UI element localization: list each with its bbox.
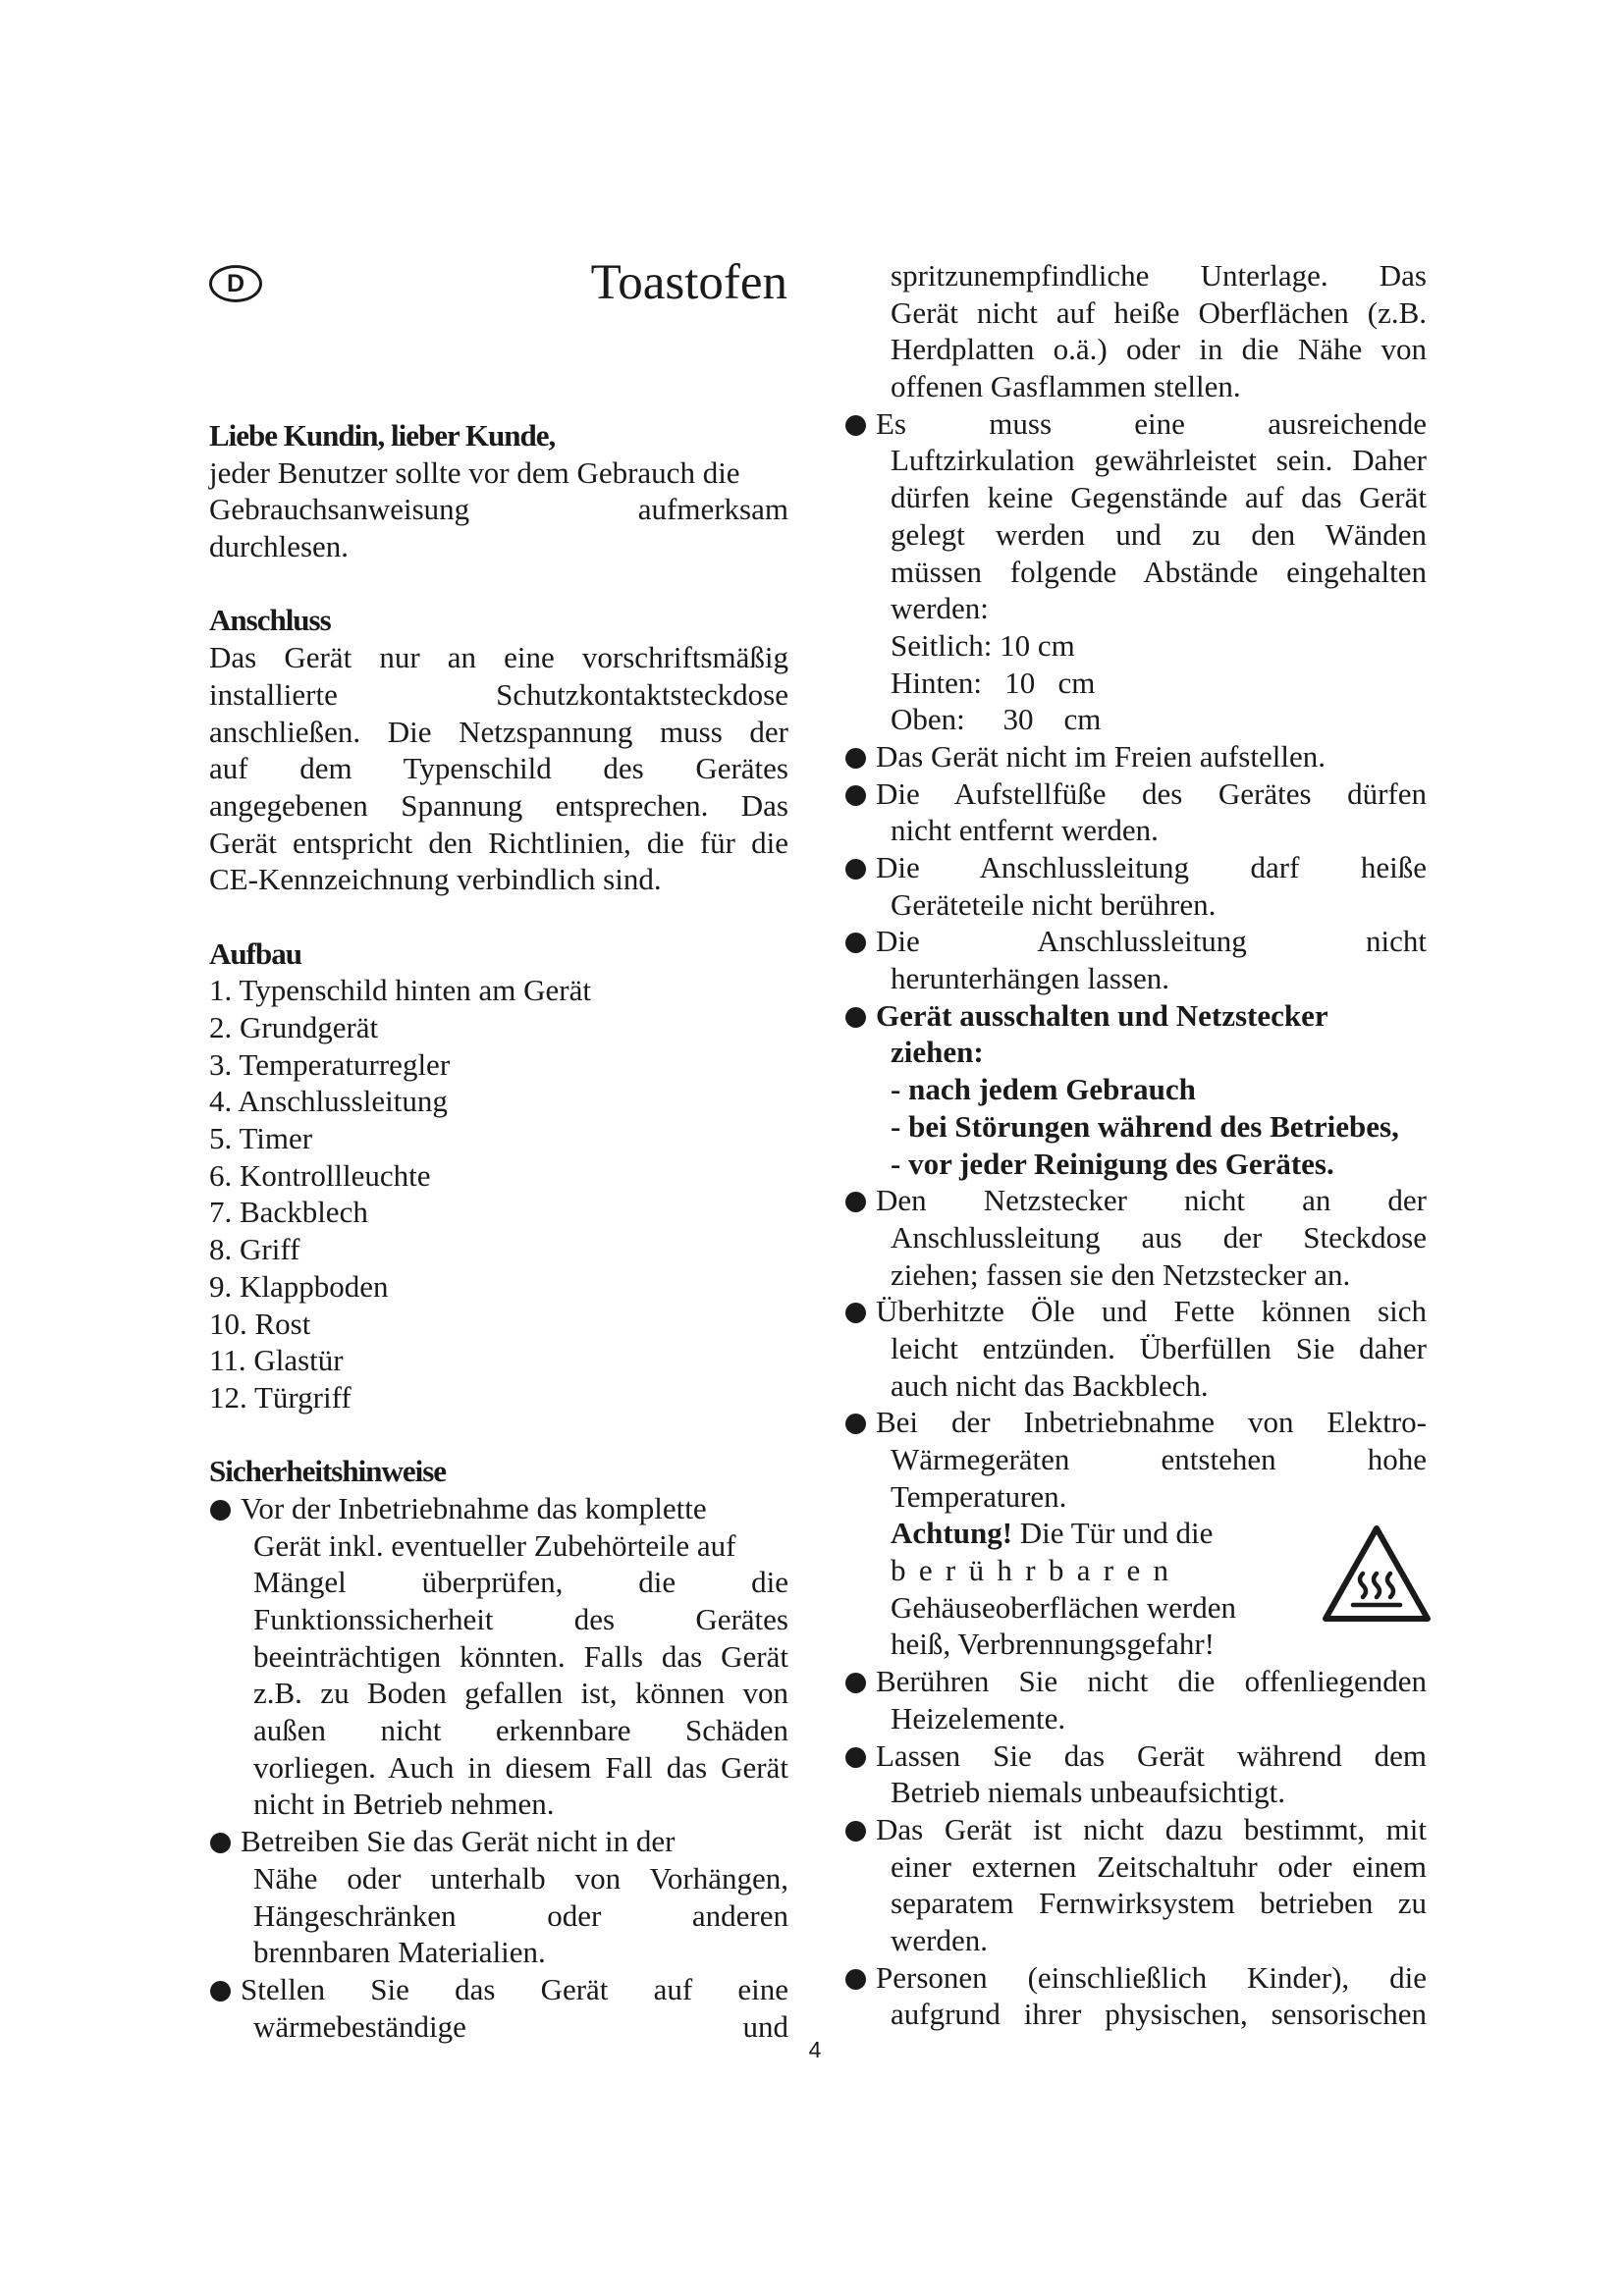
safety-bullet [844, 405, 1427, 738]
safety-bullet [844, 1811, 1427, 1959]
text-line: anschließen. Die Netzspannung muss der [209, 714, 788, 749]
text-line: dürfen keine Gegenstände auf das Gerät [891, 480, 1427, 515]
text-line: nicht entfernt werden. [891, 813, 1159, 848]
text-line: auch nicht das Backblech. [891, 1367, 1209, 1403]
safety-bullet [209, 1490, 788, 1823]
hot-surface-warning [844, 1515, 1427, 1663]
text-line: Geräteteile nicht berühren. [891, 886, 1217, 922]
distance-top: Oben: 30 cm [891, 702, 1102, 737]
continued-text [844, 257, 1427, 405]
language-badge: D [209, 265, 262, 302]
text-line: Es muss eine ausreichende [844, 405, 1427, 443]
parts-list-item: 11. Glastür [209, 1343, 344, 1378]
text-line: Die Anschlussleitung darf heiße [844, 849, 1427, 886]
text-line: Anschlussleitung aus der Steckdose [891, 1219, 1427, 1255]
parts-list-item: 7. Backblech [209, 1195, 368, 1230]
distance-side: Seitlich: 10 cm [891, 627, 1075, 663]
text-line: Das Gerät nur an eine vorschriftsmäßig [209, 640, 788, 675]
parts-list-item: 1. Typenschild hinten am Gerät [209, 973, 591, 1008]
text-line: Hängeschränken oder anderen [253, 1897, 788, 1933]
safety-bullet [844, 849, 1427, 923]
text-line: z.B. zu Boden gefallen ist, können von [253, 1676, 788, 1711]
text-line: Betreiben Sie das Gerät nicht in der [209, 1823, 788, 1860]
text-line: außen nicht erkennbare Schäden [253, 1713, 788, 1748]
text-line: Betrieb niemals unbeaufsichtigt. [891, 1775, 1286, 1810]
parts-list-item: 6. Kontrollleuchte [209, 1157, 431, 1193]
safety-bullet [844, 1959, 1427, 2033]
warning-text: Die Tür und die [1012, 1516, 1214, 1551]
safety-bullet [844, 1663, 1427, 1736]
text-line: spritzunempfindliche Unterlage. Das [891, 258, 1427, 293]
text-line: beeinträchtigen könnten. Falls das Gerät [253, 1638, 788, 1674]
text-line: Stellen Sie das Gerät auf eine [209, 1971, 788, 2008]
text-line: Berühren Sie nicht die offenliegenden [844, 1663, 1427, 1700]
text-line: Personen (einschließlich Kinder), die [844, 1959, 1427, 1997]
parts-list-item: 8. Griff [209, 1232, 300, 1267]
text-line: wärmebeständige und [253, 2008, 788, 2044]
text-line: CE-Kennzeichnung verbindlich sind. [209, 862, 662, 897]
text-line: Lassen Sie das Gerät während dem [844, 1737, 1427, 1775]
text-line: Das Gerät nicht im Freien aufstellen. [844, 738, 1427, 775]
sub-item: - nach jedem Gebrauch [891, 1072, 1196, 1107]
text-line: gelegt werden und zu den Wänden [891, 516, 1427, 552]
aufbau-heading: Aufbau [209, 935, 301, 971]
parts-list-item: 9. Klappboden [209, 1268, 389, 1304]
text-line: einer externen Zeitschaltuhr oder einem [891, 1848, 1427, 1884]
parts-list-item: 5. Timer [209, 1121, 313, 1156]
sub-item: - bei Störungen während des Betriebes, [891, 1108, 1399, 1144]
text-line: vorliegen. Auch in diesem Fall das Gerät [253, 1749, 788, 1785]
text-line: Herdplatten o.ä.) oder in die Nähe von [891, 332, 1427, 367]
warning-label: Achtung! [891, 1516, 1013, 1551]
text-line: auf dem Typenschild des Gerätes [209, 751, 788, 786]
left-column [209, 417, 788, 2045]
text-line: werden. [891, 1922, 988, 1957]
text-line: durchlesen. [209, 529, 350, 564]
text-line: Vor der Inbetriebnahme das komplette [209, 1490, 788, 1527]
right-column [844, 257, 1427, 2033]
text-line: Heizelemente. [891, 1700, 1066, 1735]
safety-bullet [844, 738, 1427, 775]
warning-line: Gehäuseoberflächen werden [891, 1589, 1237, 1625]
parts-list-item: 4. Anschlussleitung [209, 1084, 448, 1119]
text-line: separatem Fernwirksystem betrieben zu [891, 1886, 1427, 1921]
distance-back: Hinten: 10 cm [891, 665, 1096, 700]
text-line: angegebenen Spannung entsprechen. Das [209, 787, 788, 823]
text-line: Die Aufstellfüße des Gerätes dürfen [844, 775, 1427, 813]
text-line: Luftzirkulation gewährleistet sein. Daher [891, 443, 1427, 478]
safety-bullet [844, 923, 1427, 996]
parts-list-item: 3. Temperaturregler [209, 1046, 451, 1082]
safety-bullet [209, 1971, 788, 2045]
safety-bullet [844, 775, 1427, 849]
anschluss-heading: Anschluss [209, 603, 331, 638]
text-line: brennbaren Materialien. [253, 1935, 546, 1970]
text-line: ziehen; fassen sie den Netzstecker an. [891, 1256, 1351, 1292]
text-line: ziehen: [891, 1035, 984, 1070]
page-title: Toastofen [590, 255, 787, 310]
safety-bullet [844, 1182, 1427, 1293]
text-line: Funktionssicherheit des Gerätes [253, 1602, 788, 1636]
text-line: müssen folgende Abstände eingehalten [891, 554, 1427, 589]
aufbau-section [209, 935, 788, 1416]
text-line: Gebrauchsanweisung aufmerksam [209, 492, 788, 527]
hot-surface-warning-icon [1320, 1522, 1434, 1625]
safety-bullet [844, 997, 1427, 1182]
text-line: installierte Schutzkontaktsteckdose [209, 676, 788, 712]
page-number: 4 [808, 2037, 822, 2062]
text-line: Bei der Inbetriebnahme von Elektro- [844, 1404, 1427, 1441]
text-line: aufgrund ihrer physischen, sensorischen [891, 1997, 1427, 2032]
text-line: Gerät nicht auf heiße Oberflächen (z.B. [891, 294, 1427, 330]
text-line: Den Netzstecker nicht an der [844, 1182, 1427, 1219]
safety-bullet [844, 1293, 1427, 1404]
text-line: werden: [891, 591, 989, 626]
parts-list-item: 12. Türgriff [209, 1379, 352, 1415]
text-line: Temperaturen. [891, 1478, 1067, 1514]
safety-bullet [844, 1404, 1427, 1515]
text-line: Mängel überprüfen, die die [253, 1565, 788, 1600]
safety-bullet [209, 1823, 788, 1971]
safety-bullet [844, 1737, 1427, 1811]
text-line: nicht in Betrieb nehmen. [253, 1787, 555, 1822]
warning-line: b e r ü h r b a r e n [891, 1553, 1169, 1588]
text-line: Nähe oder unterhalb von Vorhängen, [253, 1860, 788, 1896]
text-line: Die Anschlussleitung nicht [844, 923, 1427, 960]
safety-section [209, 1453, 788, 2045]
text-line: Gerät ausschalten und Netzstecker [844, 997, 1427, 1035]
greeting-section [209, 417, 788, 565]
warning-line: heiß, Verbrennungsgefahr! [891, 1627, 1215, 1662]
text-line: Überhitzte Öle und Fette können sich [844, 1293, 1427, 1330]
parts-list-item: 2. Grundgerät [209, 1010, 379, 1044]
greeting-heading: Liebe Kundin, lieber Kunde, [209, 418, 556, 453]
text-line: Gerät entspricht den Richtlinien, die für die [209, 825, 788, 860]
text-line: leicht entzünden. Überfüllen Sie daher [891, 1330, 1427, 1365]
anschluss-section [209, 602, 788, 898]
text-line: herunterhängen lassen. [891, 961, 1170, 996]
text-line: Das Gerät ist nicht dazu bestimmt, mit [844, 1811, 1427, 1848]
parts-list-item: 10. Rost [209, 1306, 311, 1341]
text-line: Wärmegeräten entstehen hohe [891, 1442, 1427, 1476]
text-line: Gerät inkl. eventueller Zubehörteile auf [253, 1527, 736, 1563]
text-line: jeder Benutzer sollte vor dem Gebrauch die [209, 454, 740, 490]
safety-heading: Sicherheitshinweise [209, 1454, 447, 1489]
sub-item: - vor jeder Reinigung des Gerätes. [891, 1146, 1334, 1181]
text-line: offenen Gasflammen stellen. [891, 369, 1241, 404]
